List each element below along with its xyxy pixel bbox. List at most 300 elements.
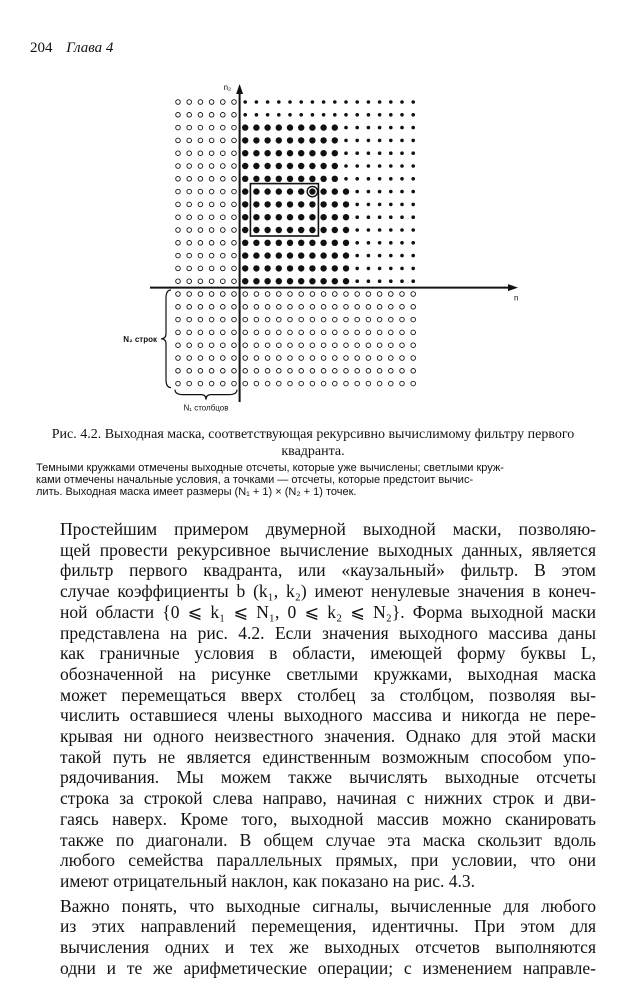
sample-initial-condition xyxy=(299,381,304,386)
sample-initial-condition xyxy=(187,100,192,105)
sample-to-compute xyxy=(322,100,326,104)
sample-initial-condition xyxy=(221,189,226,194)
sample-initial-condition xyxy=(198,356,203,361)
sample-initial-condition xyxy=(366,369,371,374)
sample-initial-condition xyxy=(288,292,293,297)
sample-initial-condition xyxy=(221,305,226,310)
sample-initial-condition xyxy=(198,189,203,194)
sample-initial-condition xyxy=(232,369,237,374)
legend-line: ками отмечены начальные условия, а точками — отсчеты, которые предстоит вычис- xyxy=(36,474,474,486)
sample-initial-condition xyxy=(221,279,226,284)
sample-initial-condition xyxy=(187,189,192,194)
sample-initial-condition xyxy=(288,317,293,322)
sample-initial-condition xyxy=(221,241,226,246)
sample-computed xyxy=(264,150,270,156)
sample-to-compute xyxy=(355,190,359,194)
sample-initial-condition xyxy=(243,330,248,335)
sample-initial-condition xyxy=(221,177,226,182)
sample-computed xyxy=(242,214,248,220)
sample-initial-condition xyxy=(411,330,416,335)
sample-to-compute xyxy=(367,190,371,194)
sample-computed xyxy=(253,214,259,220)
sample-to-compute xyxy=(400,215,404,219)
sample-computed xyxy=(320,137,326,143)
sample-initial-condition xyxy=(377,369,382,374)
sample-computed xyxy=(287,227,293,233)
text-line: фильтр первого квадранта, или «каузальный» фильтр. В этом xyxy=(60,560,596,581)
sample-initial-condition xyxy=(288,343,293,348)
sample-to-compute xyxy=(367,267,371,271)
sample-initial-condition xyxy=(344,381,349,386)
sample-initial-condition xyxy=(176,381,181,386)
sample-initial-condition xyxy=(243,356,248,361)
sample-initial-condition xyxy=(288,369,293,374)
sample-to-compute xyxy=(389,151,393,155)
sample-initial-condition xyxy=(310,292,315,297)
sample-initial-condition xyxy=(198,317,203,322)
figure-legend xyxy=(36,462,590,498)
sample-to-compute xyxy=(389,139,393,143)
sample-computed xyxy=(309,137,315,143)
sample-to-compute xyxy=(355,241,359,245)
sample-to-compute xyxy=(389,279,393,283)
sample-to-compute xyxy=(400,139,404,143)
sample-computed xyxy=(298,124,304,130)
sample-to-compute xyxy=(299,113,303,117)
sample-initial-condition xyxy=(176,177,181,182)
text-line: обозначенной на рисунке светлыми кружками, выходная маска xyxy=(60,663,596,684)
sample-computed xyxy=(298,137,304,143)
figure-caption: Рис. 4.2. Выходная маска, соответствующая рекурсивно вычислимому фильтру первого квадранта. xyxy=(51,427,575,459)
sample-computed xyxy=(332,240,338,246)
sample-initial-condition xyxy=(187,138,192,143)
sample-initial-condition xyxy=(411,369,416,374)
sample-initial-condition xyxy=(176,292,181,297)
sample-to-compute xyxy=(266,113,270,117)
sample-to-compute xyxy=(344,100,348,104)
sample-initial-condition xyxy=(344,369,349,374)
sample-initial-condition xyxy=(221,292,226,297)
sample-to-compute xyxy=(411,113,415,117)
sample-initial-condition xyxy=(232,266,237,271)
sample-computed xyxy=(276,265,282,271)
sample-initial-condition xyxy=(176,164,181,169)
sample-to-compute xyxy=(378,126,382,130)
sample-computed xyxy=(287,150,293,156)
sample-computed xyxy=(309,188,315,194)
sample-initial-condition xyxy=(221,125,226,130)
sample-initial-condition xyxy=(221,113,226,118)
sample-initial-condition xyxy=(389,317,394,322)
sample-computed xyxy=(264,188,270,194)
sample-computed xyxy=(276,137,282,143)
sample-initial-condition xyxy=(209,138,214,143)
sample-to-compute xyxy=(411,151,415,155)
sample-initial-condition xyxy=(176,100,181,105)
sample-initial-condition xyxy=(176,138,181,143)
sample-initial-condition xyxy=(254,317,259,322)
sample-computed xyxy=(320,176,326,182)
sample-to-compute xyxy=(378,113,382,117)
sample-to-compute xyxy=(400,228,404,232)
sample-initial-condition xyxy=(198,330,203,335)
sample-to-compute xyxy=(411,215,415,219)
sample-initial-condition xyxy=(187,369,192,374)
sample-initial-condition xyxy=(198,266,203,271)
sample-initial-condition xyxy=(377,356,382,361)
sample-initial-condition xyxy=(265,343,270,348)
sample-initial-condition xyxy=(187,279,192,284)
text-line: Важно понять, что выходные сигналы, вычисленные для любого xyxy=(60,895,596,916)
sample-initial-condition xyxy=(176,125,181,130)
sample-to-compute xyxy=(355,113,359,117)
sample-initial-condition xyxy=(243,305,248,310)
sample-to-compute xyxy=(333,100,337,104)
sample-computed xyxy=(320,240,326,246)
sample-initial-condition xyxy=(333,292,338,297)
sample-initial-condition xyxy=(277,317,282,322)
sample-computed xyxy=(253,278,259,284)
sample-to-compute xyxy=(389,254,393,258)
sample-to-compute xyxy=(355,177,359,181)
sample-to-compute xyxy=(344,164,348,168)
sample-to-compute xyxy=(367,228,371,232)
sample-to-compute xyxy=(378,279,382,283)
sample-to-compute xyxy=(355,164,359,168)
sample-initial-condition xyxy=(209,381,214,386)
sample-to-compute xyxy=(411,254,415,258)
sample-to-compute xyxy=(378,151,382,155)
sample-initial-condition xyxy=(254,292,259,297)
text-line: одни и те же арифметические операции; с изменением направле- xyxy=(60,957,596,978)
sample-to-compute xyxy=(311,100,315,104)
sample-initial-condition xyxy=(366,317,371,322)
sample-to-compute xyxy=(378,164,382,168)
sample-to-compute xyxy=(378,139,382,143)
sample-initial-condition xyxy=(321,305,326,310)
sample-initial-condition xyxy=(198,253,203,258)
sample-initial-condition xyxy=(299,292,304,297)
sample-computed xyxy=(309,240,315,246)
sample-to-compute xyxy=(400,164,404,168)
sample-to-compute xyxy=(400,203,404,207)
sample-to-compute xyxy=(344,113,348,117)
sample-computed xyxy=(264,214,270,220)
sample-computed xyxy=(332,252,338,258)
sample-to-compute xyxy=(288,113,292,117)
sample-initial-condition xyxy=(344,305,349,310)
sample-initial-condition xyxy=(232,215,237,220)
sample-initial-condition xyxy=(277,369,282,374)
sample-to-compute xyxy=(400,267,404,271)
sample-initial-condition xyxy=(198,228,203,233)
sample-initial-condition xyxy=(221,138,226,143)
sample-computed xyxy=(320,278,326,284)
sample-initial-condition xyxy=(198,381,203,386)
sample-initial-condition xyxy=(377,381,382,386)
sample-initial-condition xyxy=(232,164,237,169)
sample-to-compute xyxy=(411,279,415,283)
sample-initial-condition xyxy=(411,356,416,361)
sample-initial-condition xyxy=(243,369,248,374)
sample-computed xyxy=(242,124,248,130)
sample-initial-condition xyxy=(187,177,192,182)
sample-computed xyxy=(276,188,282,194)
sample-initial-condition xyxy=(209,343,214,348)
sample-initial-condition xyxy=(321,369,326,374)
sample-initial-condition xyxy=(176,113,181,118)
sample-initial-condition xyxy=(176,279,181,284)
sample-initial-condition xyxy=(232,202,237,207)
sample-computed xyxy=(332,176,338,182)
sample-initial-condition xyxy=(198,125,203,130)
sample-to-compute xyxy=(400,254,404,258)
sample-computed xyxy=(264,278,270,284)
sample-initial-condition xyxy=(221,164,226,169)
sample-computed xyxy=(264,201,270,207)
n1-axis-label: n xyxy=(514,293,519,303)
sample-to-compute xyxy=(378,267,382,271)
sample-initial-condition xyxy=(187,241,192,246)
sample-to-compute xyxy=(389,126,393,130)
sample-initial-condition xyxy=(209,241,214,246)
sample-initial-condition xyxy=(221,100,226,105)
sample-initial-condition xyxy=(400,381,405,386)
text-line: числить оставшиеся члены выходного массива и никогда не пере- xyxy=(60,705,596,726)
sample-initial-condition xyxy=(176,356,181,361)
sample-computed xyxy=(298,214,304,220)
sample-to-compute xyxy=(400,241,404,245)
sample-initial-condition xyxy=(333,381,338,386)
sample-computed xyxy=(298,188,304,194)
text-line: щей провести рекурсивное вычисление выходных данных, является xyxy=(60,539,596,560)
text-line: любого семейства параллельных прямых, при условии, что они xyxy=(60,850,596,871)
sample-computed xyxy=(253,176,259,182)
sample-to-compute xyxy=(378,254,382,258)
sample-initial-condition xyxy=(232,189,237,194)
sample-initial-condition xyxy=(187,125,192,130)
sample-initial-condition xyxy=(221,381,226,386)
sample-computed xyxy=(320,227,326,233)
sample-computed xyxy=(287,265,293,271)
sample-initial-condition xyxy=(366,343,371,348)
sample-to-compute xyxy=(389,100,393,104)
sample-to-compute xyxy=(322,113,326,117)
sample-computed xyxy=(332,278,338,284)
sample-computed xyxy=(253,137,259,143)
sample-initial-condition xyxy=(209,279,214,284)
sample-to-compute xyxy=(355,139,359,143)
sample-initial-condition xyxy=(411,343,416,348)
paragraph-1 xyxy=(60,519,596,892)
rows-label: N₂ строк xyxy=(123,334,157,344)
sample-initial-condition xyxy=(221,356,226,361)
sample-initial-condition xyxy=(176,305,181,310)
sample-initial-condition xyxy=(232,330,237,335)
sample-initial-condition xyxy=(232,305,237,310)
sample-initial-condition xyxy=(176,266,181,271)
legend-line: Темными кружками отмечены выходные отсчеты, которые уже вычислены; светлыми круж- xyxy=(36,462,504,474)
sample-initial-condition xyxy=(299,330,304,335)
sample-initial-condition xyxy=(355,343,360,348)
sample-initial-condition xyxy=(243,343,248,348)
sample-to-compute xyxy=(367,203,371,207)
sample-initial-condition xyxy=(355,317,360,322)
chapter-title: Глава 4 xyxy=(66,40,114,56)
sample-initial-condition xyxy=(288,381,293,386)
sample-computed xyxy=(320,214,326,220)
sample-computed xyxy=(320,188,326,194)
sample-initial-condition xyxy=(377,317,382,322)
sample-computed xyxy=(287,176,293,182)
sample-computed xyxy=(343,188,349,194)
sample-to-compute xyxy=(378,203,382,207)
sample-initial-condition xyxy=(176,228,181,233)
sample-initial-condition xyxy=(198,215,203,220)
sample-initial-condition xyxy=(355,305,360,310)
sample-to-compute xyxy=(411,203,415,207)
sample-to-compute xyxy=(389,177,393,181)
sample-initial-condition xyxy=(198,369,203,374)
sample-to-compute xyxy=(411,100,415,104)
sample-initial-condition xyxy=(310,369,315,374)
sample-computed xyxy=(298,240,304,246)
sample-to-compute xyxy=(378,190,382,194)
sample-to-compute xyxy=(389,267,393,271)
sample-initial-condition xyxy=(176,151,181,156)
sample-computed xyxy=(242,188,248,194)
sample-grid xyxy=(176,100,416,386)
sample-computed xyxy=(276,227,282,233)
sample-computed xyxy=(320,201,326,207)
text-line: такой путь не является единственным возможным способом упо- xyxy=(60,746,596,767)
sample-initial-condition xyxy=(198,151,203,156)
sample-initial-condition xyxy=(187,228,192,233)
sample-initial-condition xyxy=(355,381,360,386)
sample-initial-condition xyxy=(310,317,315,322)
sample-initial-condition xyxy=(366,305,371,310)
sample-initial-condition xyxy=(265,369,270,374)
sample-initial-condition xyxy=(232,253,237,258)
sample-to-compute xyxy=(367,113,371,117)
sample-initial-condition xyxy=(209,369,214,374)
sample-computed xyxy=(332,214,338,220)
sample-computed xyxy=(343,201,349,207)
sample-to-compute xyxy=(333,113,337,117)
sample-initial-condition xyxy=(198,305,203,310)
sample-computed xyxy=(253,252,259,258)
sample-initial-condition xyxy=(254,369,259,374)
sample-initial-condition xyxy=(321,356,326,361)
sample-initial-condition xyxy=(198,202,203,207)
sample-to-compute xyxy=(243,113,247,117)
text-line: крывая ни одного неизвестного значения. Однако для этой маски xyxy=(60,726,596,747)
sample-to-compute xyxy=(378,100,382,104)
sample-to-compute xyxy=(411,190,415,194)
sample-initial-condition xyxy=(366,381,371,386)
sample-to-compute xyxy=(355,267,359,271)
sample-to-compute xyxy=(411,241,415,245)
sample-initial-condition xyxy=(310,330,315,335)
sample-initial-condition xyxy=(310,381,315,386)
sample-computed xyxy=(276,176,282,182)
sample-to-compute xyxy=(367,151,371,155)
sample-computed xyxy=(298,176,304,182)
sample-computed xyxy=(298,163,304,169)
text-line: рядочивания. Мы можем также вычислять выходные отсчеты xyxy=(60,767,596,788)
sample-to-compute xyxy=(389,228,393,232)
sample-to-compute xyxy=(355,151,359,155)
sample-initial-condition xyxy=(221,266,226,271)
sample-initial-condition xyxy=(232,125,237,130)
sample-initial-condition xyxy=(400,317,405,322)
sample-initial-condition xyxy=(288,356,293,361)
sample-to-compute xyxy=(378,241,382,245)
sample-to-compute xyxy=(355,100,359,104)
sample-computed xyxy=(298,265,304,271)
sample-to-compute xyxy=(400,279,404,283)
sample-initial-condition xyxy=(344,356,349,361)
sample-to-compute xyxy=(367,139,371,143)
sample-computed xyxy=(276,214,282,220)
sample-computed xyxy=(253,240,259,246)
sample-computed xyxy=(309,124,315,130)
sample-to-compute xyxy=(367,126,371,130)
sample-computed xyxy=(264,124,270,130)
sample-initial-condition xyxy=(198,177,203,182)
text-line: вычисления одних и тех же выходных отсчетов выполняются xyxy=(60,937,596,958)
output-mask-figure xyxy=(123,80,530,420)
sample-computed xyxy=(332,124,338,130)
sample-to-compute xyxy=(344,177,348,181)
sample-to-compute xyxy=(378,228,382,232)
sample-to-compute xyxy=(288,100,292,104)
sample-initial-condition xyxy=(176,215,181,220)
sample-initial-condition xyxy=(243,381,248,386)
sample-initial-condition xyxy=(221,369,226,374)
sample-computed xyxy=(309,201,315,207)
sample-initial-condition xyxy=(187,343,192,348)
sample-initial-condition xyxy=(176,343,181,348)
rows-brace xyxy=(161,290,171,388)
sample-computed xyxy=(264,252,270,258)
sample-initial-condition xyxy=(411,381,416,386)
sample-computed xyxy=(287,214,293,220)
sample-to-compute xyxy=(355,215,359,219)
running-head xyxy=(30,40,113,57)
sample-computed xyxy=(276,240,282,246)
sample-initial-condition xyxy=(243,292,248,297)
sample-initial-condition xyxy=(221,343,226,348)
sample-initial-condition xyxy=(389,305,394,310)
page-number: 204 xyxy=(30,40,53,56)
sample-initial-condition xyxy=(232,292,237,297)
sample-computed xyxy=(264,176,270,182)
sample-initial-condition xyxy=(176,202,181,207)
sample-initial-condition xyxy=(232,317,237,322)
sample-initial-condition xyxy=(321,343,326,348)
sample-initial-condition xyxy=(187,266,192,271)
sample-to-compute xyxy=(355,279,359,283)
sample-computed xyxy=(309,252,315,258)
text-line: из этих направлений перемещения, идентичны. При этом для xyxy=(60,916,596,937)
text-line: также по диагонали. В общем случае эта маска скользит вдоль xyxy=(60,829,596,850)
sample-computed xyxy=(253,124,259,130)
sample-computed xyxy=(309,214,315,220)
sample-computed xyxy=(309,176,315,182)
sample-initial-condition xyxy=(209,113,214,118)
cols-brace xyxy=(175,390,237,400)
